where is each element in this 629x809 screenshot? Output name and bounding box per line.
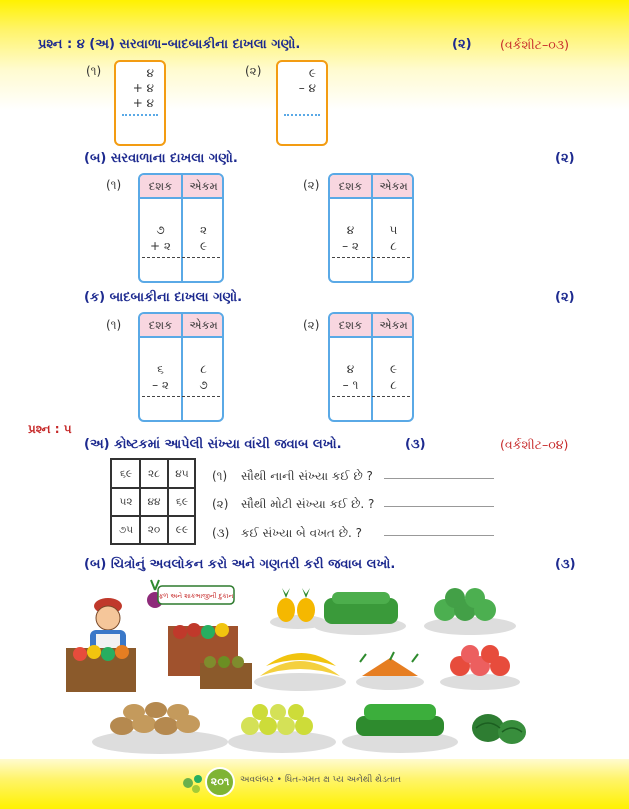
tens-digit: ૪ <box>346 362 355 376</box>
q5a-heading: (અ) કોષ્ટકમાં આપેલી સંખ્યા વાંચી જવાબ લખો. <box>84 437 342 452</box>
q4-worksheet-code: (વર્કશીટ–૦૩) <box>500 37 569 52</box>
q5a-answer-line-3[interactable] <box>384 535 494 536</box>
line: ૪ <box>146 66 154 80</box>
grid-cell: ૯૯ <box>175 524 189 536</box>
ones-header: એકમ <box>189 179 218 193</box>
pomegranate-plate <box>440 645 520 690</box>
answer-line <box>332 396 410 397</box>
answer-line <box>142 257 220 258</box>
ones-digit: ૯ <box>389 362 398 376</box>
ones-digit: ૮ <box>390 239 397 253</box>
page-number: ૨૦૧ <box>210 775 230 788</box>
q5a-question-2-text: સૌથી મોટી સંખ્યા કઈ છે. ? <box>241 497 375 511</box>
grid-cell: ૪૪ <box>147 496 161 508</box>
q5a-answer-line-1[interactable] <box>384 478 494 479</box>
q4k-problem-1-table <box>138 312 224 422</box>
grid-cell: ૬૯ <box>119 468 133 480</box>
tens-header: દશક <box>148 318 173 332</box>
page-footer <box>0 759 629 809</box>
ones-digit: ૮ <box>390 378 397 392</box>
q4k-problem-2-label: (૨) <box>303 318 320 332</box>
line: ૯ <box>308 66 316 80</box>
q4b-heading: (બ) સરવાળાના દાખલા ગણો. <box>84 151 238 166</box>
q4b-problem-2-table <box>328 173 414 283</box>
answer-line <box>122 114 158 116</box>
grid-cell: ૫૨ <box>119 496 133 508</box>
q4a-problem-2-label: (૨) <box>245 64 262 78</box>
ones-digit: ૨ <box>199 223 208 237</box>
q5b-marks: (૩) <box>555 557 576 572</box>
q5-label: પ્રશ્ન : ૫ <box>28 422 72 436</box>
q5a-question-3-number: (૩) <box>212 526 230 540</box>
q4a-problem-1-lines <box>116 66 164 111</box>
guava-plate <box>228 704 336 753</box>
custard-apple-plate <box>424 588 516 635</box>
tens-digit: + ૨ <box>150 239 171 253</box>
q4a-problem-2-lines <box>278 66 326 96</box>
q5a-question-2-number: (૨) <box>212 497 229 511</box>
potato-plate <box>92 702 228 754</box>
grid-cell: ૭૫ <box>118 524 134 536</box>
q5a-question-3-text: કઈ સંખ્યા બે વખત છે. ? <box>241 526 362 540</box>
tens-digit: – ૨ <box>342 239 359 253</box>
shop-sign-text: ફળ અને શાકભાજીની દુકાન <box>158 592 234 600</box>
carrot-plate <box>356 652 424 690</box>
tens-digit: – ૧ <box>342 378 359 392</box>
q4k-marks: (૨) <box>555 290 575 305</box>
q5a-worksheet-code: (વર્કશીટ–૦૪) <box>500 437 569 452</box>
number-grid <box>110 458 196 545</box>
tens-header: દશક <box>148 179 173 193</box>
watermelon-group <box>472 714 526 744</box>
q4a-problem-1-box <box>114 60 166 146</box>
bitter-gourd-plate <box>342 704 458 753</box>
footer-text: અવલંબર • ધિત-ગમત ક્ષ પ્ય અનેથી થેડતાત <box>240 775 402 785</box>
line: – ૪ <box>298 81 316 95</box>
fruit-vegetable-shop-illustration <box>60 578 530 760</box>
q5a-marks: (૩) <box>405 437 426 452</box>
tens-digit: ૭ <box>156 223 165 237</box>
q4a-problem-2-box <box>276 60 328 146</box>
grid-cell: ૨૦ <box>147 524 161 536</box>
ones-header: એકમ <box>189 318 218 332</box>
ones-header: એકમ <box>379 318 408 332</box>
tens-digit: ૪ <box>346 223 355 237</box>
answer-line <box>284 114 320 116</box>
q4b-problem-1-table <box>138 173 224 283</box>
answer-line <box>332 257 410 258</box>
q4-heading: પ્રશ્ન : ૪ (અ) સરવાળા–બાદબાકીના દાખલા ગણો. <box>38 37 301 52</box>
q5a-answer-line-2[interactable] <box>384 506 494 507</box>
page-number-badge <box>205 767 235 797</box>
line: + ૪ <box>132 96 154 110</box>
q4a-problem-1-label: (૧) <box>86 64 102 78</box>
tens-header: દશક <box>338 179 363 193</box>
ones-digit: ૭ <box>199 378 208 392</box>
grid-cell: ૪૫ <box>175 468 189 480</box>
q4k-problem-1-label: (૧) <box>106 318 122 332</box>
grid-cell: ૨૮ <box>148 468 160 480</box>
tens-digit: – ૨ <box>152 378 169 392</box>
line: + ૪ <box>132 81 154 95</box>
grid-cell: ૬૯ <box>175 496 189 508</box>
answer-line <box>142 396 220 397</box>
q4b-problem-1-label: (૧) <box>106 178 122 192</box>
tens-header: દશક <box>338 318 363 332</box>
q5a-question-1-text: સૌથી નાની સંખ્યા કઈ છે ? <box>241 469 373 483</box>
q5b-heading: (બ) ચિત્રોનું અવલોકન કરો અને ગણતરી કરી જવાબ લખો. <box>84 557 396 572</box>
banana-plate <box>254 653 346 691</box>
cucumber-plate <box>314 592 406 635</box>
ones-digit: ૫ <box>389 223 398 237</box>
ones-digit: ૮ <box>200 362 207 376</box>
q5a-question-1-number: (૧) <box>212 469 228 483</box>
q4b-problem-2-label: (૨) <box>303 178 320 192</box>
ones-digit: ૯ <box>199 239 208 253</box>
q4k-heading: (ક) બાદબાકીના દાખલા ગણો. <box>84 290 243 305</box>
q4b-marks: (૨) <box>555 151 575 166</box>
q4-marks: (૨) <box>452 37 472 52</box>
q4k-problem-2-table <box>328 312 414 422</box>
ones-header: એકમ <box>379 179 408 193</box>
tens-digit: ૬ <box>157 362 164 376</box>
